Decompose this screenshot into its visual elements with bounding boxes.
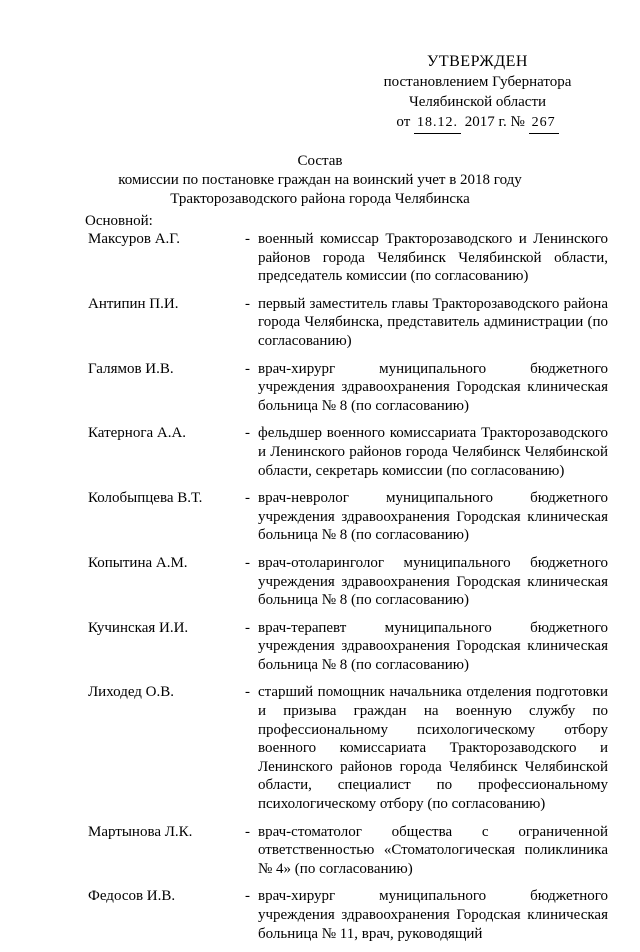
- member-name: Максуров А.Г.: [88, 231, 181, 247]
- approval-number: 267: [529, 113, 559, 134]
- title-line-2: комиссии по постановке граждан на воинский учет в 2018 году: [118, 172, 522, 188]
- member-row: [88, 619, 608, 675]
- member-dash: -: [245, 360, 250, 377]
- member-row: [88, 360, 608, 416]
- member-row: [88, 683, 608, 813]
- member-dash: -: [245, 295, 250, 312]
- approval-line-2: Челябинской области: [408, 94, 547, 110]
- member-role: врач-хирург муниципального бюджетного учреждения здравоохранения Городская клиническая больница № 11, врач, руководящий: [258, 888, 608, 942]
- member-name: Антипин П.И.: [88, 295, 179, 312]
- member-name: Катернога А.А.: [88, 425, 187, 442]
- title-line-3: Тракторозаводского района города Челябинска: [170, 191, 470, 207]
- title-line-1: Состав: [297, 153, 343, 169]
- member-role: врач-терапевт муниципального бюджетного учреждения здравоохранения Городская клиническая больница № 8 (по согласованию): [258, 619, 608, 673]
- member-role: первый заместитель главы Тракторозаводского района города Челябинска, представитель администрации (по согласованию): [258, 295, 608, 349]
- member-role: фельдшер военного комиссариата Тракторозаводского и Ленинского районов города Челябинск Челябинской области, секретарь комиссии (по согласованию): [258, 425, 608, 479]
- member-name: Федосов И.В.: [88, 888, 176, 905]
- member-row: [88, 489, 608, 545]
- member-dash: -: [245, 619, 250, 636]
- member-row: [88, 230, 608, 286]
- approval-heading: УТВЕРЖДЕН: [427, 53, 528, 70]
- member-dash: -: [245, 490, 250, 507]
- member-dash: -: [245, 888, 250, 905]
- approval-line-1: постановлением Губернатора: [383, 74, 572, 90]
- member-dash: -: [245, 554, 250, 571]
- approval-date: 18.12.: [414, 113, 461, 134]
- member-row: [88, 823, 608, 879]
- member-dash: -: [245, 425, 250, 442]
- section-label: Основной:: [85, 213, 153, 229]
- member-row: [88, 887, 608, 943]
- member-dash: -: [245, 231, 250, 247]
- approval-middle: 2017 г. №: [464, 114, 525, 130]
- member-role: врач-отоларинголог муниципального бюджетного учреждения здравоохранения Городская клиническая больница № 8 (по согласованию): [258, 554, 608, 609]
- approval-prefix: от: [396, 114, 411, 130]
- member-role: старший помощник начальника отделения подготовки и призыва граждан на военную службу по профессиональному психологическому отбору военного комиссариата Тракторозаводского и Ленинского районов города Челябинск Челябинской области, специалист по профессиональному психологическому отбору (по согласованию): [258, 684, 608, 813]
- member-dash: -: [245, 823, 250, 840]
- member-role: военный комиссар Тракторозаводского и Ленинского районов города Челябинск Челябинской области, председатель комиссии (по согласованию): [258, 231, 608, 285]
- member-name: Кучинская И.И.: [88, 619, 189, 636]
- document-title: [0, 152, 640, 209]
- member-dash: -: [245, 684, 250, 701]
- member-row: [88, 554, 608, 610]
- approval-date-line: [370, 112, 585, 134]
- member-row: [88, 424, 608, 480]
- member-name: Лиходед О.В.: [88, 684, 175, 701]
- member-role: врач-хирург муниципального бюджетного учреждения здравоохранения Городская клиническая больница № 8 (по согласованию): [258, 360, 608, 414]
- member-row: [88, 295, 608, 351]
- member-name: Колобыпцева В.Т.: [88, 490, 203, 507]
- member-name: Галямов И.В.: [88, 360, 174, 377]
- member-name: Мартынова Л.К.: [88, 823, 193, 840]
- member-list: [88, 230, 608, 952]
- approval-block: [370, 52, 585, 134]
- member-role: врач-невролог муниципального бюджетного учреждения здравоохранения Городская клиническая больница № 8 (по согласованию): [258, 490, 608, 544]
- member-role: врач-стоматолог общества с ограниченной ответственностью «Стоматологическая поликлиника № 4» (по согласованию): [258, 823, 608, 877]
- member-name: Копытина А.М.: [88, 554, 188, 571]
